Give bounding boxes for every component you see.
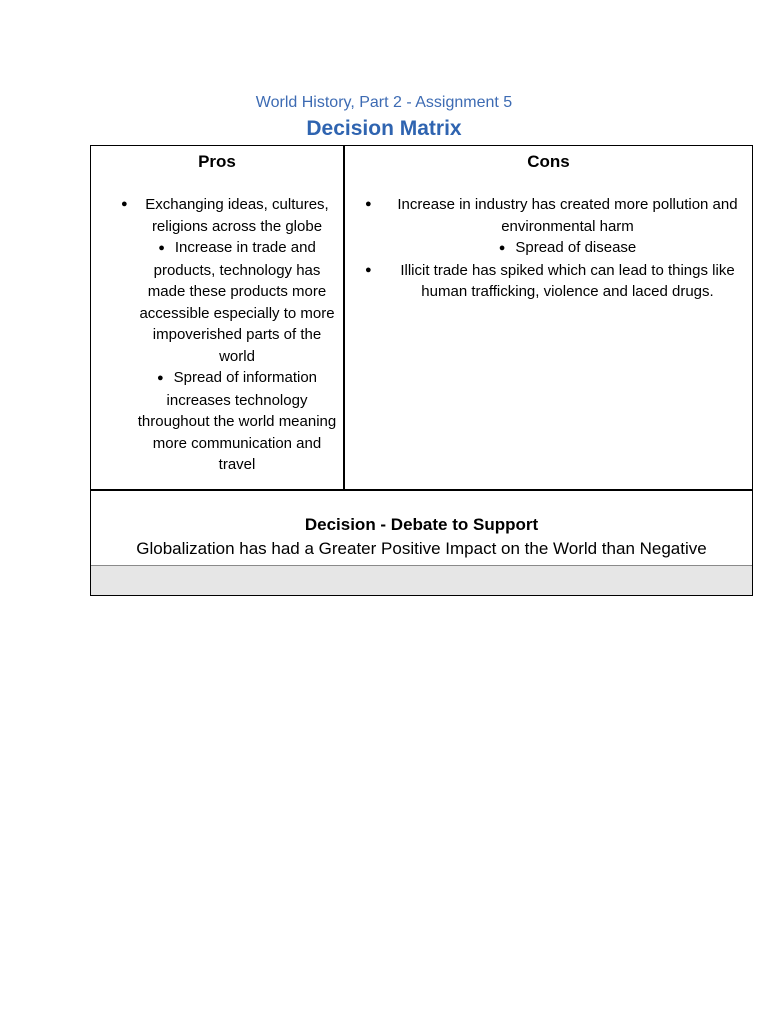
bullet-icon: ●	[156, 372, 164, 384]
list-item	[137, 367, 337, 476]
bullet-icon: ●	[498, 242, 506, 254]
pros-cons-row	[91, 146, 752, 491]
pros-list	[91, 194, 343, 476]
bullet-icon: ●	[365, 263, 372, 276]
empty-table-row	[91, 565, 752, 595]
con-item-text: Illicit trade has spiked which can lead to things like human trafficking, violence and laced drugs.	[400, 261, 735, 300]
pro-item-text: Spread of information increases technology throughout the world meaning more communication and travel	[137, 369, 337, 473]
pro-item-text: Increase in trade and products, technology has made these products more accessible especially to more impoverished parts of the world	[139, 239, 335, 365]
decision-matrix-table	[90, 145, 753, 596]
bullet-icon: ●	[121, 198, 128, 210]
con-item-text: Increase in industry has created more pollution and environmental harm	[397, 196, 738, 235]
cons-column	[345, 146, 752, 489]
page-title: Decision Matrix	[306, 117, 462, 140]
decision-statement: Globalization has had a Greater Positive Impact on the World than Negative	[136, 539, 707, 558]
pros-header: Pros	[198, 152, 236, 171]
cons-list	[345, 194, 752, 303]
cons-header: Cons	[527, 152, 570, 171]
pros-column	[91, 146, 345, 489]
list-item	[385, 237, 750, 260]
list-item	[137, 237, 337, 367]
decision-heading: Decision - Debate to Support	[304, 515, 539, 534]
list-item	[365, 260, 750, 303]
list-item	[365, 194, 750, 237]
assignment-subtitle: World History, Part 2 - Assignment 5	[255, 94, 513, 111]
list-item	[121, 194, 337, 237]
bullet-icon: ●	[365, 198, 372, 210]
pro-item-text: Exchanging ideas, cultures, religions across the globe	[145, 196, 329, 235]
decision-row	[91, 491, 752, 565]
con-item-text: Spread of disease	[515, 239, 637, 256]
bullet-icon: ●	[158, 242, 165, 254]
